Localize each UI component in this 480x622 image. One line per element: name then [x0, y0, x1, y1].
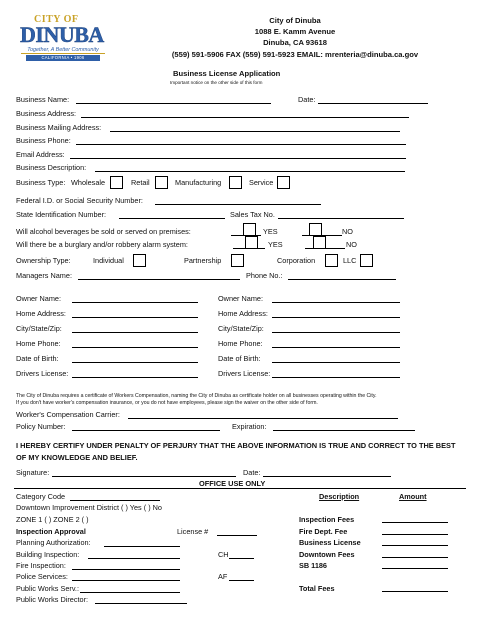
- owner1-field[interactable]: [72, 362, 198, 363]
- description-heading: Description: [319, 492, 360, 501]
- llc-checkbox[interactable]: [360, 254, 373, 267]
- ch-field[interactable]: [229, 558, 254, 559]
- af-field[interactable]: [229, 580, 254, 581]
- policy-field[interactable]: [72, 430, 220, 431]
- email-address-field[interactable]: [70, 158, 406, 159]
- notice-text: Important notice on the other side of this form: [170, 80, 263, 85]
- building-field[interactable]: [88, 558, 180, 559]
- mailing-address-label: Business Mailing Address:: [16, 123, 102, 132]
- signature-date-field[interactable]: [263, 476, 391, 477]
- partnership-checkbox[interactable]: [231, 254, 244, 267]
- workers-comp-notice-1: The City of Dinuba requires a certificate of Workers Compensation, naming the City of Dinuba as certificate holder on all businesses operating within the City.: [16, 393, 377, 399]
- form-title: Business License Application: [173, 69, 281, 78]
- wholesale-checkbox[interactable]: [110, 176, 123, 189]
- owner1-label: Home Phone:: [16, 339, 61, 348]
- business-name-label: Business Name:: [16, 95, 70, 104]
- signature-date-label: Date:: [243, 468, 261, 477]
- fee-amount-field[interactable]: [382, 522, 448, 523]
- policy-label: Policy Number:: [16, 422, 66, 431]
- fire-inspection-field[interactable]: [72, 569, 180, 570]
- alcohol-no-checkbox[interactable]: [309, 223, 322, 236]
- alarm-no-label: NO: [346, 240, 357, 249]
- zone-selection: ZONE 1 ( ) ZONE 2 ( ): [16, 515, 89, 524]
- owner1-label: City/State/Zip:: [16, 324, 62, 333]
- amount-heading: Amount: [399, 492, 427, 501]
- fee-label: SB 1186: [299, 561, 327, 570]
- logo-dinuba: DINUBA: [20, 22, 104, 47]
- logo-city-of: CITY OF: [34, 14, 79, 25]
- alarm-yes-checkbox[interactable]: [245, 236, 258, 249]
- carrier-label: Worker's Compensation Carrier:: [16, 410, 120, 419]
- date-field[interactable]: [318, 103, 428, 104]
- planning-label: Planning Authorization:: [16, 538, 91, 547]
- business-description-label: Business Description:: [16, 163, 87, 172]
- public-works-serv-label: Public Works Serv.:: [16, 584, 79, 593]
- workers-comp-notice-2: If you don't have worker's compensation insurance, or you do not have employees, please sign the waiver on the other side of form.: [16, 400, 318, 406]
- owner1-field[interactable]: [72, 347, 198, 348]
- alarm-yes-label: YES: [268, 240, 283, 249]
- police-field[interactable]: [72, 580, 180, 581]
- total-fees-field[interactable]: [382, 591, 448, 592]
- fee-label: Fire Dept. Fee: [299, 527, 348, 536]
- signature-label: Signature:: [16, 468, 50, 477]
- business-name-field[interactable]: [76, 103, 271, 104]
- manufacturing-checkbox[interactable]: [229, 176, 242, 189]
- phone-no-field[interactable]: [288, 279, 396, 280]
- logo-ribbon: CALIFORNIA • 1906: [26, 55, 100, 61]
- building-label: Building Inspection:: [16, 550, 80, 559]
- ownership-type-label: Ownership Type:: [16, 256, 71, 265]
- owner2-label: Date of Birth:: [218, 354, 261, 363]
- owner1-label: Owner Name:: [16, 294, 62, 303]
- category-code-label: Category Code: [16, 492, 66, 501]
- fee-amount-field[interactable]: [382, 568, 448, 569]
- owner1-field[interactable]: [72, 332, 198, 333]
- individual-label: Individual: [93, 256, 124, 265]
- inspection-approval-label: Inspection Approval: [16, 527, 86, 536]
- owner1-label: Date of Birth:: [16, 354, 59, 363]
- public-works-serv-field[interactable]: [80, 592, 180, 593]
- state-id-field[interactable]: [119, 218, 225, 219]
- fee-amount-field[interactable]: [382, 557, 448, 558]
- signature-field[interactable]: [52, 476, 236, 477]
- fee-label: Inspection Fees: [299, 515, 355, 524]
- service-label: Service: [249, 178, 274, 187]
- retail-checkbox[interactable]: [155, 176, 168, 189]
- fee-amount-field[interactable]: [382, 545, 448, 546]
- downtown-district: Downtown Improvement District ( ) Yes ( ) No: [16, 503, 162, 512]
- city-citystate: Dinuba, CA 93618: [263, 38, 327, 47]
- partnership-label: Partnership: [184, 256, 222, 265]
- license-no-label: License #: [177, 527, 209, 536]
- owner2-label: Drivers License:: [218, 369, 271, 378]
- license-no-field[interactable]: [217, 535, 257, 536]
- individual-checkbox[interactable]: [133, 254, 146, 267]
- email-address-label: Email Address:: [16, 150, 65, 159]
- corporation-checkbox[interactable]: [325, 254, 338, 267]
- alcohol-yes-label: YES: [263, 227, 278, 236]
- logo-tagline: Together, A Better Community: [21, 47, 105, 54]
- office-use-heading: OFFICE USE ONLY: [199, 479, 266, 488]
- business-phone-label: Business Phone:: [16, 136, 71, 145]
- managers-name-field[interactable]: [78, 279, 240, 280]
- carrier-field[interactable]: [128, 418, 398, 419]
- mailing-address-field[interactable]: [110, 131, 400, 132]
- alarm-no-checkbox[interactable]: [313, 236, 326, 249]
- city-contact: (559) 591-5906 FAX (559) 591-5923 EMAIL: mrenteria@dinuba.ca.gov: [171, 50, 419, 59]
- expiration-label: Expiration:: [232, 422, 267, 431]
- owner2-field[interactable]: [272, 332, 400, 333]
- expiration-field[interactable]: [273, 430, 415, 431]
- federal-id-label: Federal I.D. or Social Security Number:: [16, 196, 143, 205]
- state-id-label: State Identification Number:: [16, 210, 107, 219]
- planning-field[interactable]: [104, 546, 180, 547]
- business-phone-field[interactable]: [76, 144, 406, 145]
- owner2-label: Home Phone:: [218, 339, 263, 348]
- owner2-label: Home Address:: [218, 309, 268, 318]
- alcohol-question: Will alcohol beverages be sold or served on premises:: [16, 227, 191, 236]
- phone-no-label: Phone No.:: [246, 271, 283, 280]
- date-label: Date:: [298, 95, 316, 104]
- service-checkbox[interactable]: [277, 176, 290, 189]
- business-address-field[interactable]: [81, 117, 409, 118]
- llc-label: LLC: [343, 256, 357, 265]
- sales-tax-label: Sales Tax No.: [230, 210, 275, 219]
- owner2-field[interactable]: [272, 347, 400, 348]
- retail-label: Retail: [131, 178, 150, 187]
- fire-inspection-label: Fire Inspection:: [16, 561, 66, 570]
- owner1-label: Home Address:: [16, 309, 66, 318]
- owner1-field[interactable]: [72, 317, 198, 318]
- city-name: City of Dinuba: [269, 16, 321, 25]
- alcohol-yes-checkbox[interactable]: [243, 223, 256, 236]
- wholesale-label: Wholesale: [71, 178, 106, 187]
- manufacturing-label: Manufacturing: [175, 178, 222, 187]
- police-label: Police Services:: [16, 572, 68, 581]
- public-works-dir-label: Public Works Director:: [16, 595, 89, 604]
- owner2-field[interactable]: [272, 302, 400, 303]
- af-label: AF: [218, 572, 228, 581]
- office-use-divider: [14, 488, 466, 489]
- owner2-field[interactable]: [272, 317, 400, 318]
- ch-label: CH: [218, 550, 229, 559]
- alcohol-no-label: NO: [342, 227, 353, 236]
- category-code-field[interactable]: [70, 500, 160, 501]
- city-street: 1088 E. Kamm Avenue: [254, 27, 336, 36]
- fee-amount-field[interactable]: [382, 534, 448, 535]
- owner1-field[interactable]: [72, 302, 198, 303]
- owner2-field[interactable]: [272, 377, 400, 378]
- owner2-field[interactable]: [272, 362, 400, 363]
- managers-name-label: Managers Name:: [16, 271, 72, 280]
- owner1-field[interactable]: [72, 377, 198, 378]
- corporation-label: Corporation: [277, 256, 316, 265]
- alarm-question: Will there be a burglary and/or robbery alarm system:: [16, 240, 188, 249]
- business-type-label: Business Type:: [16, 178, 66, 187]
- fee-label: Business License: [299, 538, 361, 547]
- total-fees-label: Total Fees: [299, 584, 335, 593]
- sales-tax-field[interactable]: [278, 218, 404, 219]
- business-description-field[interactable]: [95, 171, 405, 172]
- owner2-label: Owner Name:: [218, 294, 264, 303]
- business-address-label: Business Address:: [16, 109, 77, 118]
- federal-id-field[interactable]: [155, 204, 321, 205]
- fee-label: Downtown Fees: [299, 550, 355, 559]
- owner1-label: Drivers License:: [16, 369, 69, 378]
- owner2-label: City/State/Zip:: [218, 324, 264, 333]
- certification-statement: I HEREBY CERTIFY UNDER PENALTY OF PERJURY THAT THE ABOVE INFORMATION IS TRUE AND CORRECT TO THE BEST OF MY KNOWLEDGE AND BELIEF.: [16, 441, 456, 462]
- public-works-dir-field[interactable]: [95, 603, 187, 604]
- city-logo: [20, 14, 108, 64]
